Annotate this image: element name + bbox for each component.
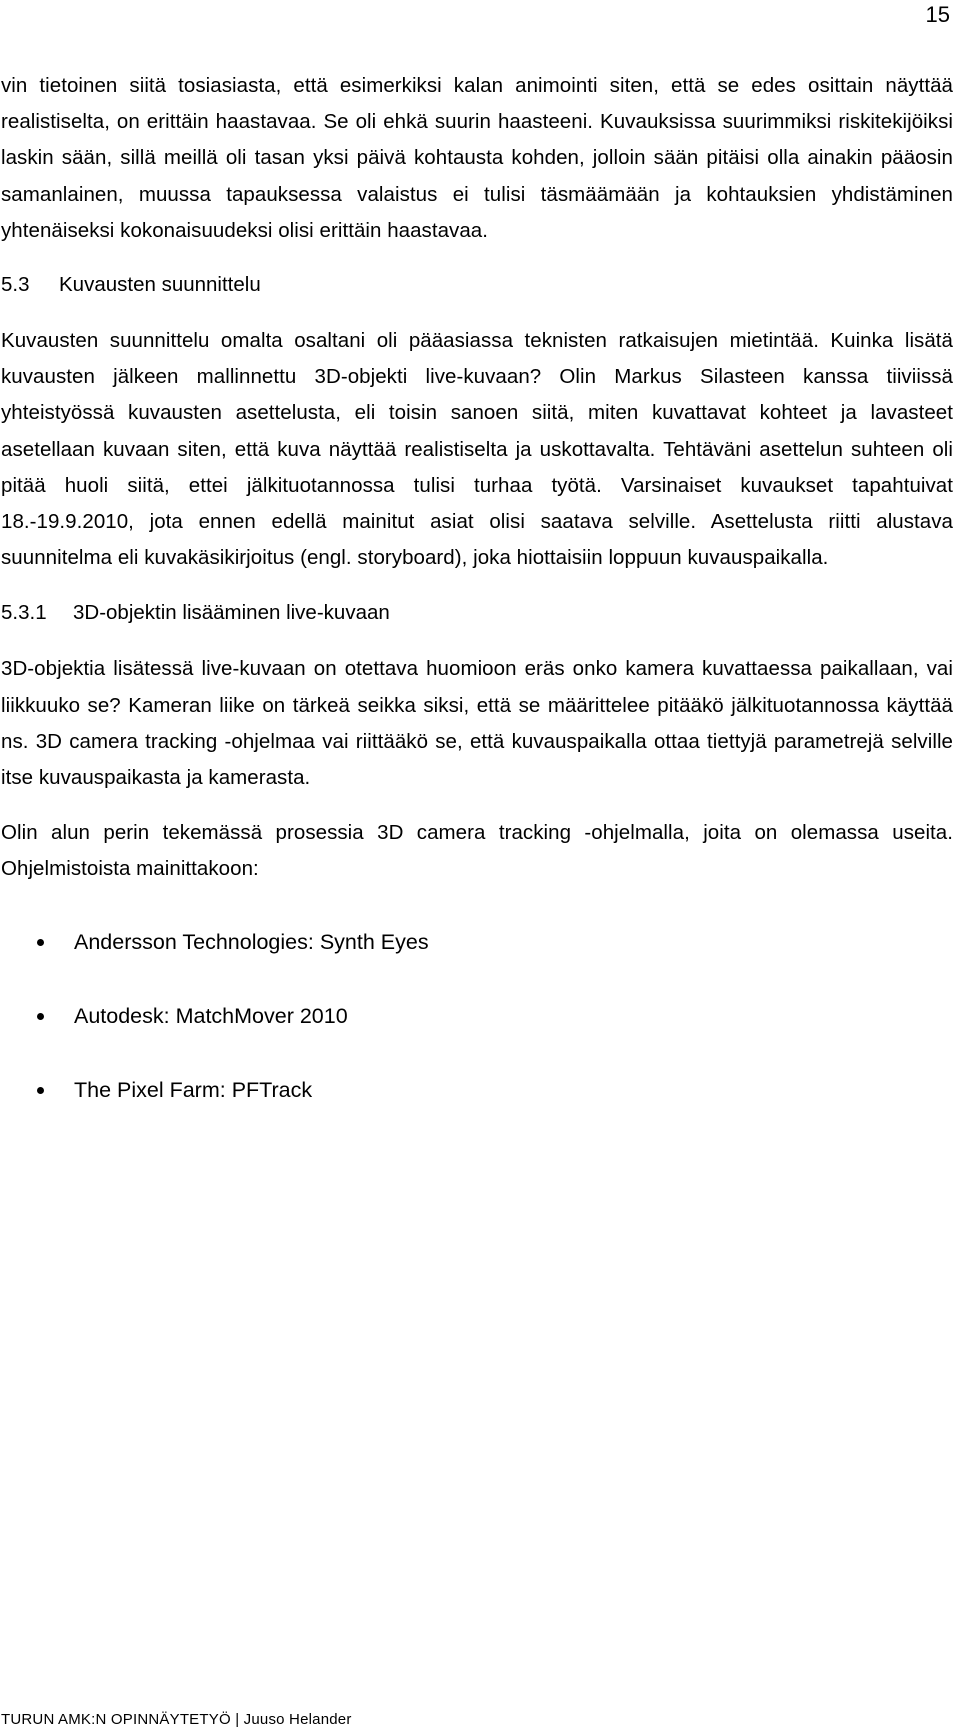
section-heading-5-3-1 bbox=[1, 595, 953, 631]
section-number: 5.3 bbox=[1, 273, 30, 297]
list-item bbox=[1, 1002, 953, 1030]
list-item-label: Andersson Technologies: Synth Eyes bbox=[74, 929, 429, 954]
bullet-icon bbox=[37, 1087, 44, 1094]
paragraph-3d-object: 3D-objektia lisätessä live-kuvaan on otettava huomioon eräs onko kamera kuvattaessa paikallaan, vai liikkuuko se? Kameran liike on tärkeä seikka siksi, että se määrittelee pitääkö jälkituotannossa käyttää ns. 3D camera tracking -ohjelmaa vai riittääkö se, että kuvauspaikalla ottaa tiettyjä parametrejä selville itse kuvauspaikasta ja kamerasta. bbox=[1, 657, 953, 790]
paragraph-tracking-software: Olin alun perin tekemässä prosessia 3D camera tracking -ohjelmalla, joita on olemassa useita. Ohjelmistoista mainittakoon: bbox=[1, 821, 953, 881]
section-title: Kuvausten suunnittelu bbox=[59, 273, 261, 297]
list-item bbox=[1, 928, 953, 956]
bullet-icon bbox=[37, 1013, 44, 1020]
list-item bbox=[1, 1076, 953, 1104]
bullet-icon bbox=[37, 939, 44, 946]
list-item-label: The Pixel Farm: PFTrack bbox=[74, 1077, 313, 1102]
list-item-label: Autodesk: MatchMover 2010 bbox=[74, 1003, 348, 1028]
subsection-title: 3D-objektin lisääminen live-kuvaan bbox=[73, 601, 390, 625]
subsection-number: 5.3.1 bbox=[1, 601, 47, 625]
page-number: 15 bbox=[925, 2, 950, 27]
document-body bbox=[1, 68, 953, 1150]
page-footer: TURUN AMK:N OPINNÄYTETYÖ | Juuso Helander bbox=[1, 1711, 352, 1728]
software-list bbox=[1, 928, 953, 1104]
paragraph-intro: vin tietoinen siitä tosiasiasta, että esimerkiksi kalan animointi siten, että se edes osittain näyttää realistiselta, on erittäin haastavaa. Se oli ehkä suurin haasteeni. Kuvauksissa suurimmiksi riskitekijöiksi laskin sään, sillä meillä oli tasan yksi päivä kohtausta kohden, jolloin sään pitäisi olla ainakin pääosin samanlainen, muussa tapauksessa valaistus ei tulisi täsmäämään ja kohtauksien yhdistäminen yhtenäiseksi kokonaisuudeksi olisi erittäin haastavaa. bbox=[1, 74, 953, 242]
paragraph-planning: Kuvausten suunnittelu omalta osaltani oli pääasiassa teknisten ratkaisujen mietintää. Kuinka lisätä kuvausten jälkeen mallinnettu 3D-objekti live-kuvaan? Olin Markus Silasteen kanssa tiiviissä yhteistyössä kuvausten asettelusta, eli toisin sanoen siitä, miten kuvattavat kohteet ja lavasteet asetellaan kuvaan siten, että kuva näyttää realistiselta ja uskottavalta. Tehtäväni asettelun suhteen oli pitää huoli siitä, ettei jälkituotannossa tulisi turhaa työtä. Varsinaiset kuvaukset tapahtuivat 18.-19.9.2010, jota ennen edellä mainitut asiat olisi saatava selville. Asettelusta riitti alustava suunnitelma eli kuvakäsikirjoitus (engl. storyboard), joka hiottaisiin loppuun kuvauspaikalla. bbox=[1, 329, 953, 570]
section-heading-5-3 bbox=[1, 267, 953, 303]
